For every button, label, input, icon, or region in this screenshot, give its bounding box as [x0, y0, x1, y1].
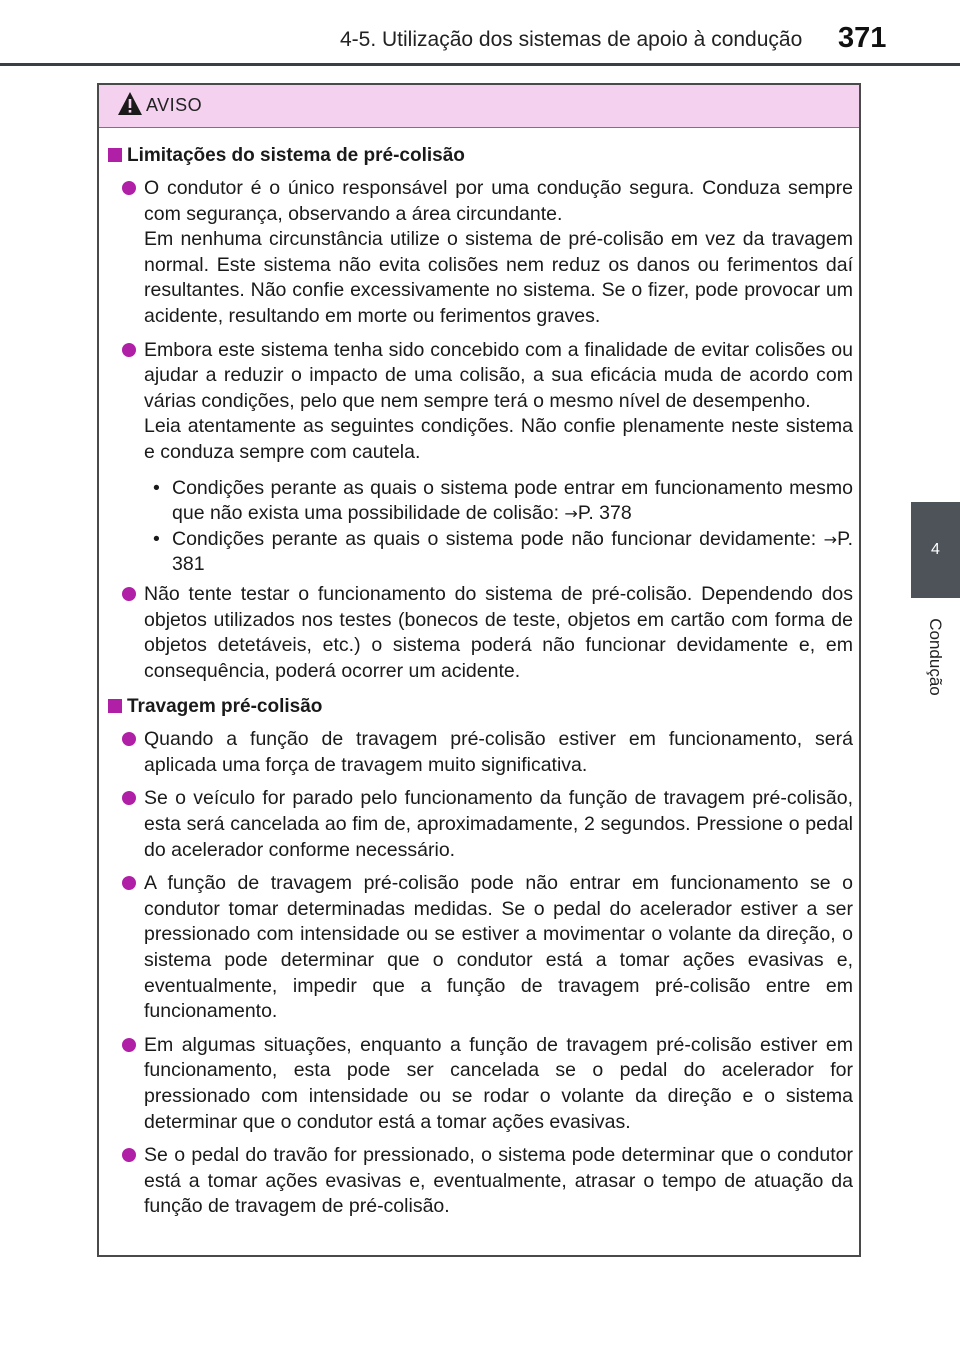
paragraph: Se o veículo for parado pelo funcionamento da função de travagem pré-colisão, esta será cancelada ao fim de, aproximadamente, 2 segundos. Pressione o pedal do acelerador conforme necessário. [144, 787, 853, 861]
paragraph: Em algumas situações, enquanto a função de travagem pré-colisão estiver em funcionamento, esta pode ser cancelada se o pedal do acelerador for pressionado com intensidade ou se rodar o volante da direção e o sistema determinar que o condutor está a tomar ações evasivas. [144, 1033, 853, 1133]
warning-header [99, 85, 859, 128]
circle-bullet-icon [122, 587, 136, 601]
section-limitations [106, 143, 853, 684]
circle-bullet-icon [122, 1148, 136, 1162]
section-pre-collision-braking [106, 694, 853, 1220]
warning-content [99, 143, 859, 1228]
paragraph: Se o pedal do travão for pressionado, o sistema pode determinar que o condutor está a tomar ações evasivas e, eventualmente, atrasar o tempo de atuação da função de travagem de pré-colisão. [144, 1144, 853, 1218]
page-number: 371 [838, 22, 887, 54]
sub-list [106, 476, 853, 578]
paragraph: Leia atentamente as seguintes condições. Não confie plenamente neste sistema e conduza sempre com cautela. [144, 415, 853, 463]
section-heading: Limitações do sistema de pré-colisão [106, 143, 853, 168]
list-item [106, 338, 853, 466]
circle-bullet-icon [122, 732, 136, 746]
page-header [0, 0, 960, 68]
paragraph: Não tente testar o funcionamento do sistema de pré-colisão. Dependendo dos objetos utilizados nos testes (bonecos de teste, objetos em cartão com forma de objetos detetáveis, etc.) o sistema poderá não funcionar devidamente e, em consequência, poderá ocorrer um acidente. [144, 582, 853, 682]
list-item [106, 176, 853, 330]
section-heading: Travagem pré-colisão [106, 694, 853, 719]
square-bullet-icon [108, 148, 122, 162]
paragraph: Quando a função de travagem pré-colisão estiver em funcionamento, será aplicada uma força de travagem muito significativa. [144, 728, 853, 776]
circle-bullet-icon [122, 876, 136, 890]
warning-title: AVISO [146, 95, 203, 115]
list-item [106, 727, 853, 778]
paragraph: A função de travagem pré-colisão pode não entrar em funcionamento se o condutor tomar determinadas medidas. Se o pedal do acelerador estiver a ser pressionado com intensidade ou se estiver a movimentar o volante da direção, o sistema pode determinar que o condutor está a tomar ações evasivas e, eventualmente, impedir que a função de travagem pré-colisão entre em funcionamento. [144, 872, 853, 1023]
list-item [106, 1143, 853, 1220]
sub-bullet-icon: • [153, 527, 160, 550]
list-item [106, 582, 853, 684]
reference-arrow-icon: → [823, 529, 838, 549]
circle-bullet-icon [122, 1038, 136, 1052]
paragraph: O condutor é o único responsável por uma condução segura. Conduza sempre com segurança, observando a área circundante. [144, 177, 853, 225]
list-item [106, 786, 853, 863]
warning-triangle-icon [117, 91, 143, 117]
list-item [106, 871, 853, 1025]
square-bullet-icon [108, 699, 122, 713]
chapter-label-text: Condução [926, 618, 945, 696]
sub-bullet-icon: • [153, 476, 160, 499]
page-reference-link[interactable]: P. 378 [577, 502, 632, 525]
list-item [106, 1033, 853, 1135]
circle-bullet-icon [122, 343, 136, 357]
warning-box [97, 83, 861, 1257]
circle-bullet-icon [122, 791, 136, 805]
reference-arrow-icon: → [564, 504, 578, 524]
header-divider [0, 63, 960, 66]
page-reference-link[interactable]: P. 381 [172, 527, 853, 576]
paragraph: Embora este sistema tenha sido concebido com a finalidade de evitar colisões ou ajudar a reduzir o impacto de uma colisão, a sua eficácia muda de acordo com várias condições, pelo que nem sempre terá o mesmo nível de desempenho. [144, 338, 853, 412]
paragraph: Em nenhuma circunstância utilize o sistema de pré-colisão em vez da travagem normal. Este sistema não evita colisões nem reduz os danos ou ferimentos daí resultantes. Não confie excessivamente no sistema. Se o fizer, pode provocar um acidente, resultando em morte ou ferimentos graves. [144, 228, 853, 327]
chapter-tab[interactable] [911, 502, 960, 598]
circle-bullet-icon [122, 181, 136, 195]
section-title: 4-5. Utilização dos sistemas de apoio à condução [340, 28, 803, 51]
sub-list-item: • Condições perante as quais o sistema pode entrar em funcionamento mesmo que não exista uma possibilidade de colisão: →P. 378 [153, 476, 853, 525]
chapter-number: 4 [931, 541, 940, 558]
sub-list-item: • Condições perante as quais o sistema pode não funcionar devidamente: →P. 381 [153, 527, 853, 576]
